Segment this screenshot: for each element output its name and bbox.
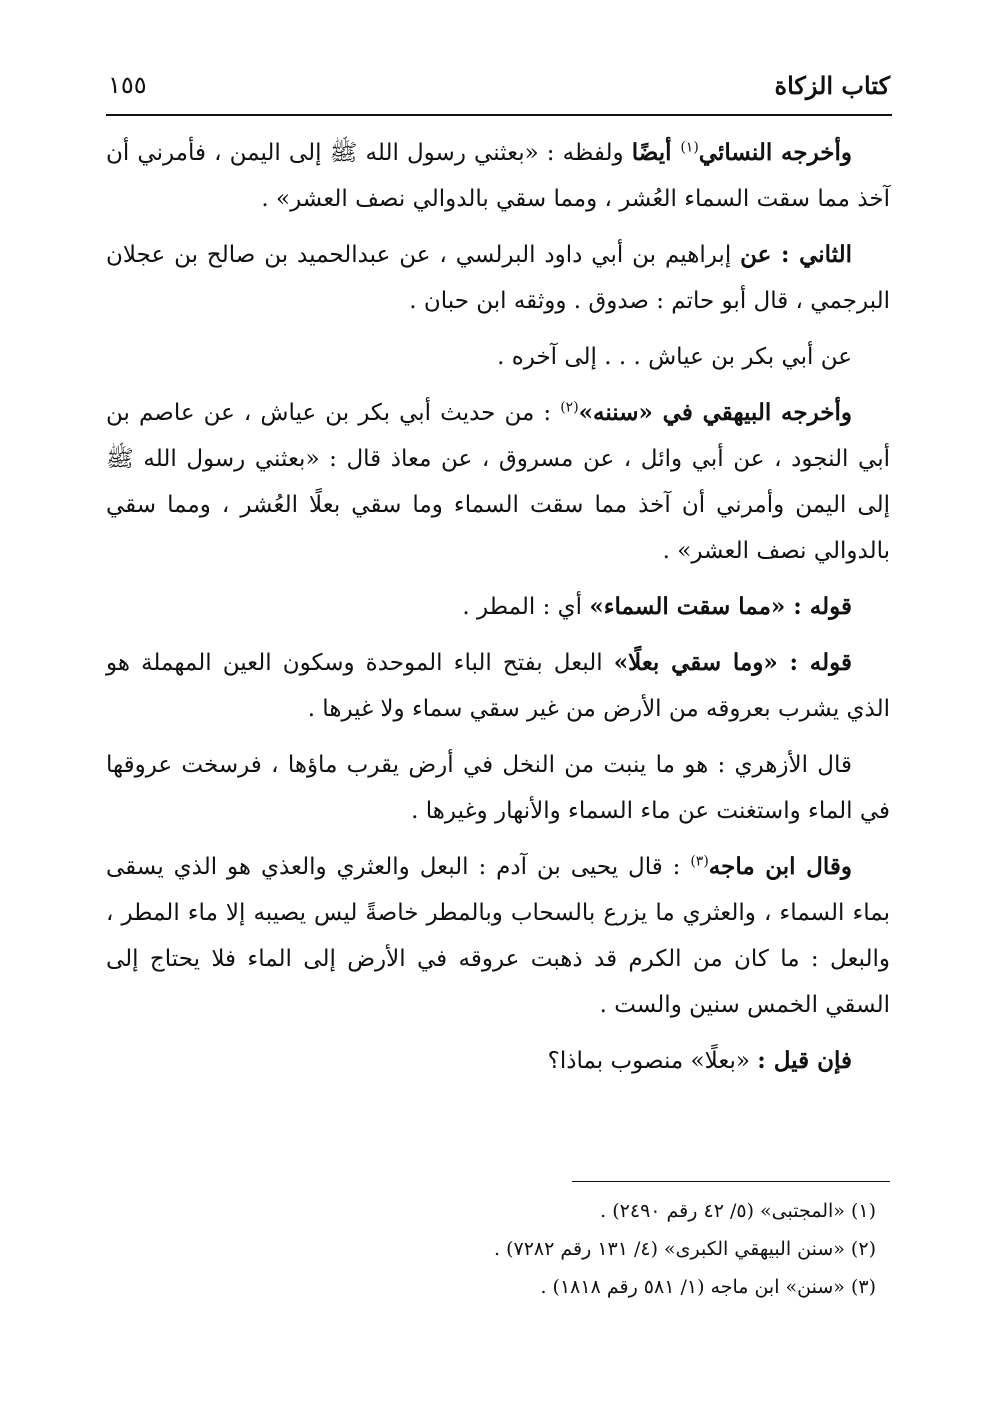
paragraph-second-chain [106,232,890,324]
footnote-2: (٢) «سنن البيهقي الكبرى» (٤/ ١٣١ رقم ٧٢٨٢) . [494,1238,876,1260]
paragraph-text: : من حديث أبي بكر بن عياش ، عن عاصم بن أبي النجود ، عن أبي وائل ، عن مسروق ، عن معاذ قال : «بعثني رسول الله ﷺ إلى اليمن وأمرني أن آخذ مما سقت السماء وما سقي بعلًا العُشر ، ومما سقي بالدوالي نصف العشر» . [106,400,890,564]
paragraph-lead: فإن قيل : [757,1047,852,1074]
footnote-marker-1[interactable]: (١) [680,139,699,156]
paragraph-text: البعل بفتح الباء الموحدة وسكون العين المهملة هو الذي يشرب بعروقه من الأرض من غير سقي سماء ولا غيرها . [106,650,890,722]
main-text [106,130,890,1094]
chapter-title: كتاب الزكاة [774,70,890,100]
footnotes [106,1192,876,1306]
paragraph-ibn-majah [106,844,890,1028]
footnote-marker-2[interactable]: (٢) [560,399,579,416]
paragraph-lead: قوله : «مما سقت السماء» [589,593,852,620]
paragraph-lead-2: أيضًا [631,139,681,166]
paragraph-question [106,1038,890,1084]
paragraph-azhari [106,742,890,834]
paragraph-text: عن أبي بكر بن عياش . . . إلى آخره . [497,344,852,370]
paragraph-lead: الثاني : عن [740,241,853,268]
paragraph-bayhaqi [106,390,890,574]
paragraph-nasai [106,130,890,222]
paragraph-text: ولفظه : «بعثني رسول الله ﷺ إلى اليمن ، فأمرني أن آخذ مما سقت السماء العُشر ، ومما سقي بالدوالي نصف العشر» . [106,140,890,212]
paragraph-bal [106,640,890,732]
paragraph-text: أي : المطر . [462,594,590,620]
paragraph-text: إبراهيم بن أبي داود البرلسي ، عن عبدالحميد بن صالح بن عجلان البرجمي ، قال أبو حاتم : صدوق . ووثقه ابن حبان . [106,242,890,314]
header-rule [106,114,892,116]
page-number: ١٥٥ [108,71,147,99]
paragraph-lead: وقال ابن ماجه [708,853,853,880]
footnote-separator [572,1181,890,1182]
paragraph-lead: قوله : «وما سقي بعلًا» [613,649,852,676]
running-header [108,62,890,108]
footnote-3: (٣) «سنن» ابن ماجه (١/ ٥٨١ رقم ١٨١٨) . [540,1276,876,1298]
paragraph-text: «بعلًا» منصوب بماذا؟ [547,1048,758,1074]
footnote-marker-3[interactable]: (٣) [690,853,709,870]
paragraph-text: : قال يحيى بن آدم : البعل والعثري والعذي هو الذي يسقى بماء السماء ، والعثري ما يزرع بالسحاب وبالمطر خاصةً ليس يصيبه إلا ماء المطر ، والبعل : ما كان من الكرم قد ذهبت عروقه في الأرض إلى الماء فلا يحتاج إلى السقي الخمس سنين والست . [106,854,890,1018]
paragraph-lead: وأخرجه البيهقي في «سننه» [578,399,852,426]
paragraph-sky-watered [106,584,890,630]
paragraph-abu-bakr [106,334,890,380]
footnote-1: (١) «المجتبى» (٥/ ٤٢ رقم ٢٤٩٠) . [600,1200,876,1222]
paragraph-lead: وأخرجه النسائي [698,139,852,166]
paragraph-text: قال الأزهري : هو ما ينبت من النخل في أرض يقرب ماؤها ، فرسخت عروقها في الماء واستغنت عن ماء السماء والأنهار وغيرها . [106,752,890,824]
